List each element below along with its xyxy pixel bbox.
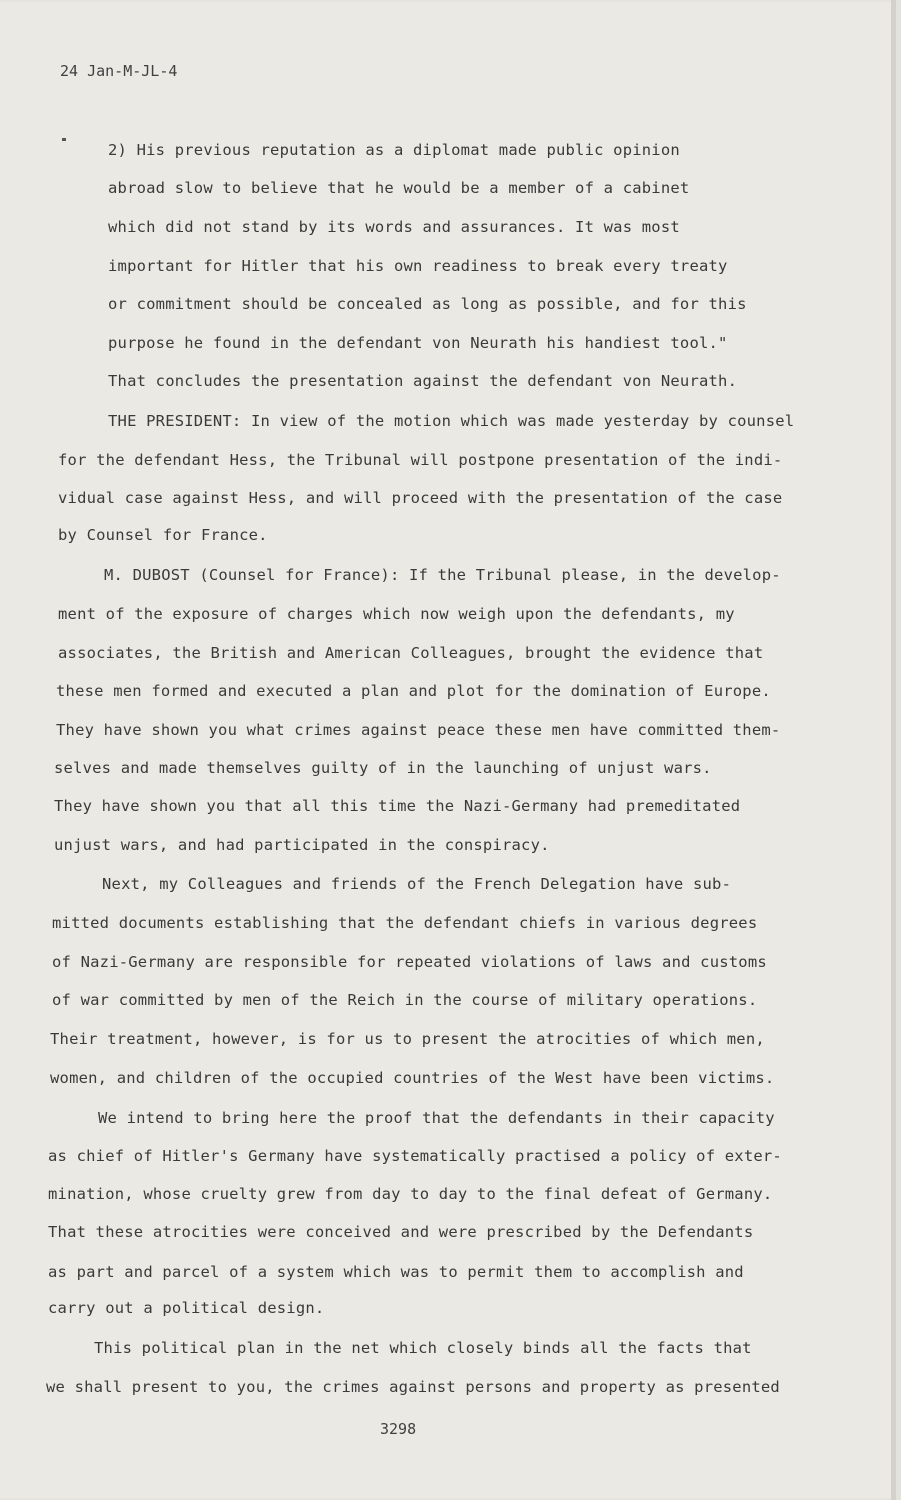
text-line: Next, my Colleagues and friends of the French Delegation have sub- (102, 875, 732, 893)
text-line: of Nazi-Germany are responsible for repeated violations of laws and customs (52, 953, 767, 971)
text-line: That concludes the presentation against the defendant von Neurath. (108, 372, 738, 390)
text-line: THE PRESIDENT: In view of the motion which was made yesterday by counsel (108, 412, 795, 430)
text-line: ment of the exposure of charges which now weigh upon the defendants, my (58, 605, 735, 623)
text-line: That these atrocities were conceived and were prescribed by the Defendants (48, 1223, 754, 1241)
page-edge (891, 0, 896, 1500)
text-line: selves and made themselves guilty of in the launching of unjust wars. (54, 759, 712, 777)
text-line: mitted documents establishing that the defendant chiefs in various degrees (52, 914, 758, 932)
text-line: This political plan in the net which closely binds all the facts that (94, 1339, 752, 1357)
text-line: associates, the British and American Colleagues, brought the evidence that (58, 644, 764, 662)
text-line: important for Hitler that his own readiness to break every treaty (108, 257, 728, 275)
text-line: we shall present to you, the crimes against persons and property as presented (46, 1378, 780, 1396)
text-line: M. DUBOST (Counsel for France): If the Tribunal please, in the develop- (104, 566, 781, 584)
text-line: 2) His previous reputation as a diplomat made public opinion (108, 141, 680, 159)
text-line: Their treatment, however, is for us to present the atrocities of which men, (50, 1030, 765, 1048)
text-line: women, and children of the occupied countries of the West have been victims. (50, 1069, 775, 1087)
text-line: unjust wars, and had participated in the conspiracy. (54, 836, 550, 854)
page-header: 24 Jan-M-JL-4 (60, 62, 178, 80)
text-line: carry out a political design. (48, 1299, 325, 1317)
text-line: for the defendant Hess, the Tribunal will postpone presentation of the indi- (58, 451, 783, 469)
text-line: by Counsel for France. (58, 526, 268, 544)
text-line: purpose he found in the defendant von Neurath his handiest tool." (108, 334, 728, 352)
text-line: vidual case against Hess, and will proceed with the presentation of the case (58, 489, 783, 507)
text-line: We intend to bring here the proof that the defendants in their capacity (98, 1109, 775, 1127)
text-line: They have shown you that all this time the Nazi-Germany had premeditated (54, 797, 741, 815)
text-line: as part and parcel of a system which was to permit them to accomplish and (48, 1263, 744, 1281)
text-line: these men formed and executed a plan and plot for the domination of Europe. (56, 682, 771, 700)
text-line: of war committed by men of the Reich in the course of military operations. (52, 991, 758, 1009)
margin-mark (62, 138, 66, 141)
page-number: 3298 (380, 1420, 417, 1438)
text-line: abroad slow to believe that he would be a member of a cabinet (108, 179, 690, 197)
text-line: mination, whose cruelty grew from day to day to the final defeat of Germany. (48, 1185, 773, 1203)
text-line: which did not stand by its words and assurances. It was most (108, 218, 680, 236)
text-line: as chief of Hitler's Germany have systematically practised a policy of exter- (48, 1147, 782, 1165)
text-line: They have shown you what crimes against peace these men have committed them- (56, 721, 781, 739)
text-line: or commitment should be concealed as long as possible, and for this (108, 295, 747, 313)
